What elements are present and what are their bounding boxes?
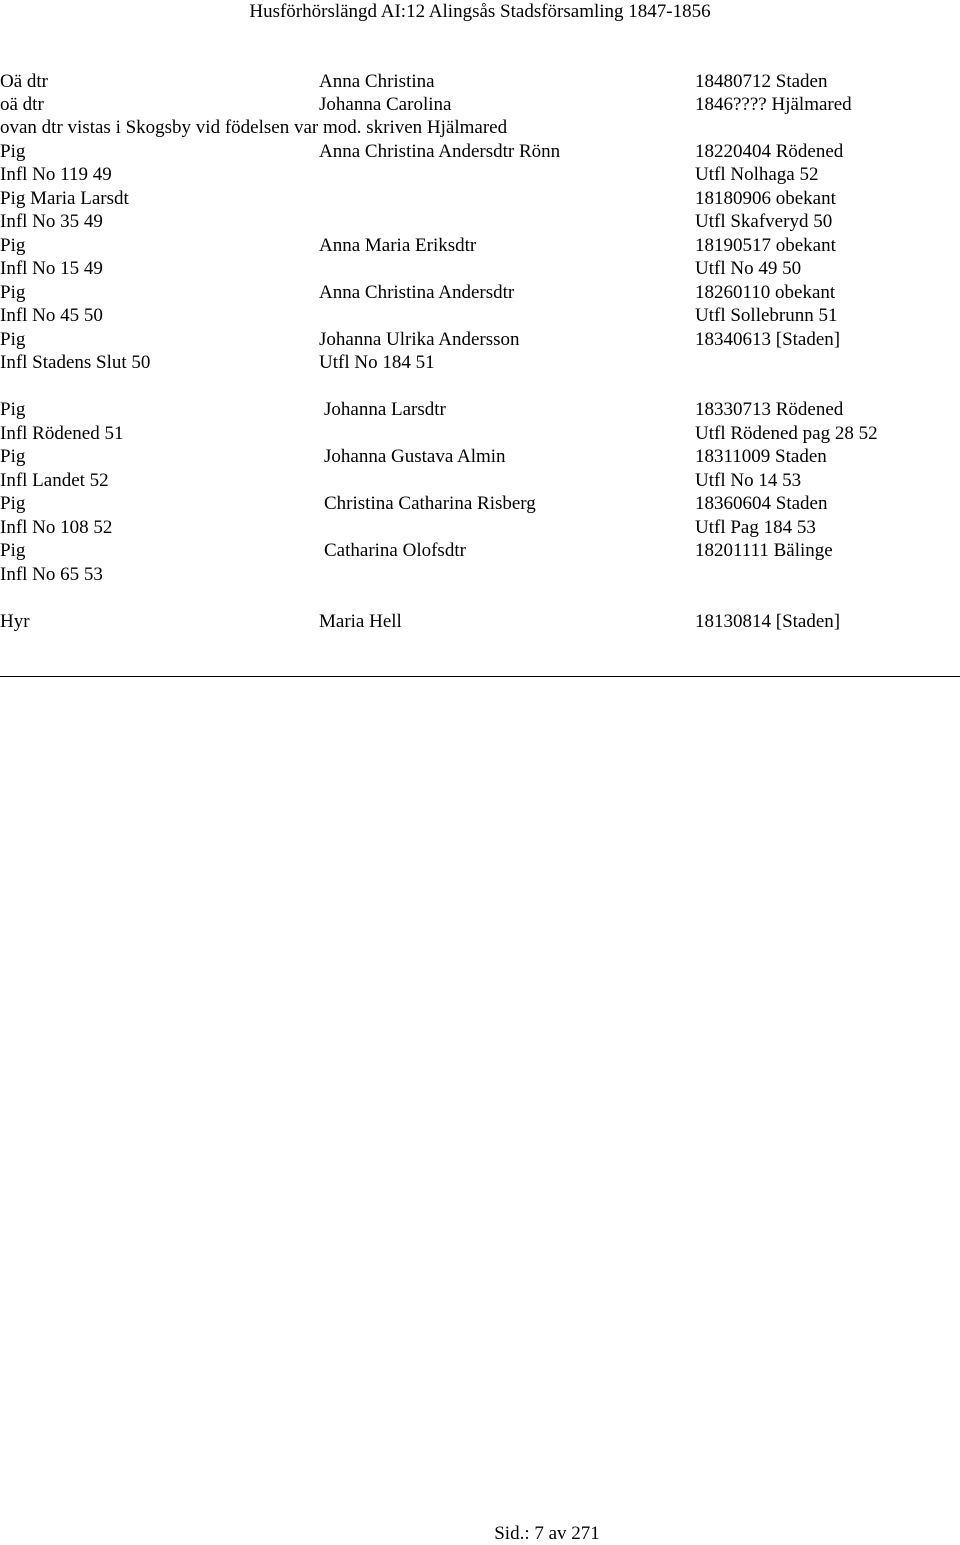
row-moved-in: Infl No 45 50 (0, 305, 103, 326)
row-moved-in: Infl Rödened 51 (0, 423, 124, 444)
row-name: Christina Catharina Risberg (324, 493, 536, 514)
row-moved-out: Utfl No 184 51 (319, 352, 435, 373)
row-birth: 18330713 Rödened (695, 399, 844, 420)
row-role: Pig (0, 446, 26, 467)
row-moved-out: Utfl No 14 53 (695, 470, 802, 491)
row-moved-out: Utfl Pag 184 53 (695, 517, 816, 538)
row-name: Johanna Carolina (319, 94, 452, 115)
row-moved-out: Utfl Rödened pag 28 52 (695, 423, 878, 444)
row-role: Pig (0, 399, 26, 420)
row-birth: 18180906 obekant (695, 188, 836, 209)
row-moved-out: Utfl Skafveryd 50 (695, 211, 833, 232)
row-birth: 18190517 obekant (695, 235, 836, 256)
row-role: Hyr (0, 611, 30, 632)
row-role: Pig (0, 540, 26, 561)
row-role: Pig Maria Larsdt (0, 188, 129, 209)
row-birth: 18480712 Staden (695, 71, 828, 92)
row-moved-out: Utfl Sollebrunn 51 (695, 305, 838, 326)
row-role: Pig (0, 235, 26, 256)
row-birth: 18130814 [Staden] (695, 611, 841, 632)
row-name: Johanna Ulrika Andersson (319, 329, 520, 350)
row-name: Johanna Gustava Almin (324, 446, 506, 467)
row-moved-in: Infl No 15 49 (0, 258, 103, 279)
row-role: Pig (0, 493, 26, 514)
row-name: Anna Christina Andersdtr Rönn (319, 141, 561, 162)
row-name: Anna Christina Andersdtr (319, 282, 515, 303)
row-name: Catharina Olofsdtr (324, 540, 466, 561)
row-birth: 18311009 Staden (695, 446, 827, 467)
row-role: Oä dtr (0, 71, 49, 92)
row-moved-out: Utfl Nolhaga 52 (695, 164, 819, 185)
row-moved-in: Infl No 119 49 (0, 164, 112, 185)
row-role: Pig (0, 141, 26, 162)
row-moved-in: Infl Stadens Slut 50 (0, 352, 151, 373)
row-moved-in: Infl No 108 52 (0, 517, 113, 538)
row-birth: 18360604 Staden (695, 493, 828, 514)
row-role: oä dtr (0, 94, 44, 115)
row-role: Pig (0, 282, 26, 303)
page-footer (0, 1523, 960, 1545)
row-birth: 1846???? Hjälmared (695, 94, 852, 115)
row-birth: 18220404 Rödened (695, 141, 844, 162)
page-number: Sid.: 7 av 271 (494, 1523, 600, 1544)
row-birth: 18201111 Bälinge (695, 540, 833, 561)
row-name: Maria Hell (319, 611, 402, 632)
row-moved-in: Infl No 65 53 (0, 564, 103, 585)
page-title: Husförhörslängd AI:12 Alingsås Stadsförsamling 1847-1856 (249, 1, 711, 22)
row-role: Pig (0, 329, 26, 350)
row-birth: 18260110 obekant (695, 282, 836, 303)
row-birth: 18340613 [Staden] (695, 329, 841, 350)
divider-rule (0, 676, 960, 677)
row-name: Anna Maria Eriksdtr (319, 235, 477, 256)
row-moved-in: Infl Landet 52 (0, 470, 109, 491)
row-moved-in: Infl No 35 49 (0, 211, 103, 232)
row-name: Anna Christina (319, 71, 435, 92)
row-moved-out: Utfl No 49 50 (695, 258, 802, 279)
row-name: Johanna Larsdtr (324, 399, 446, 420)
row-note: ovan dtr vistas i Skogsby vid födelsen var mod. skriven Hjälmared (0, 117, 508, 138)
